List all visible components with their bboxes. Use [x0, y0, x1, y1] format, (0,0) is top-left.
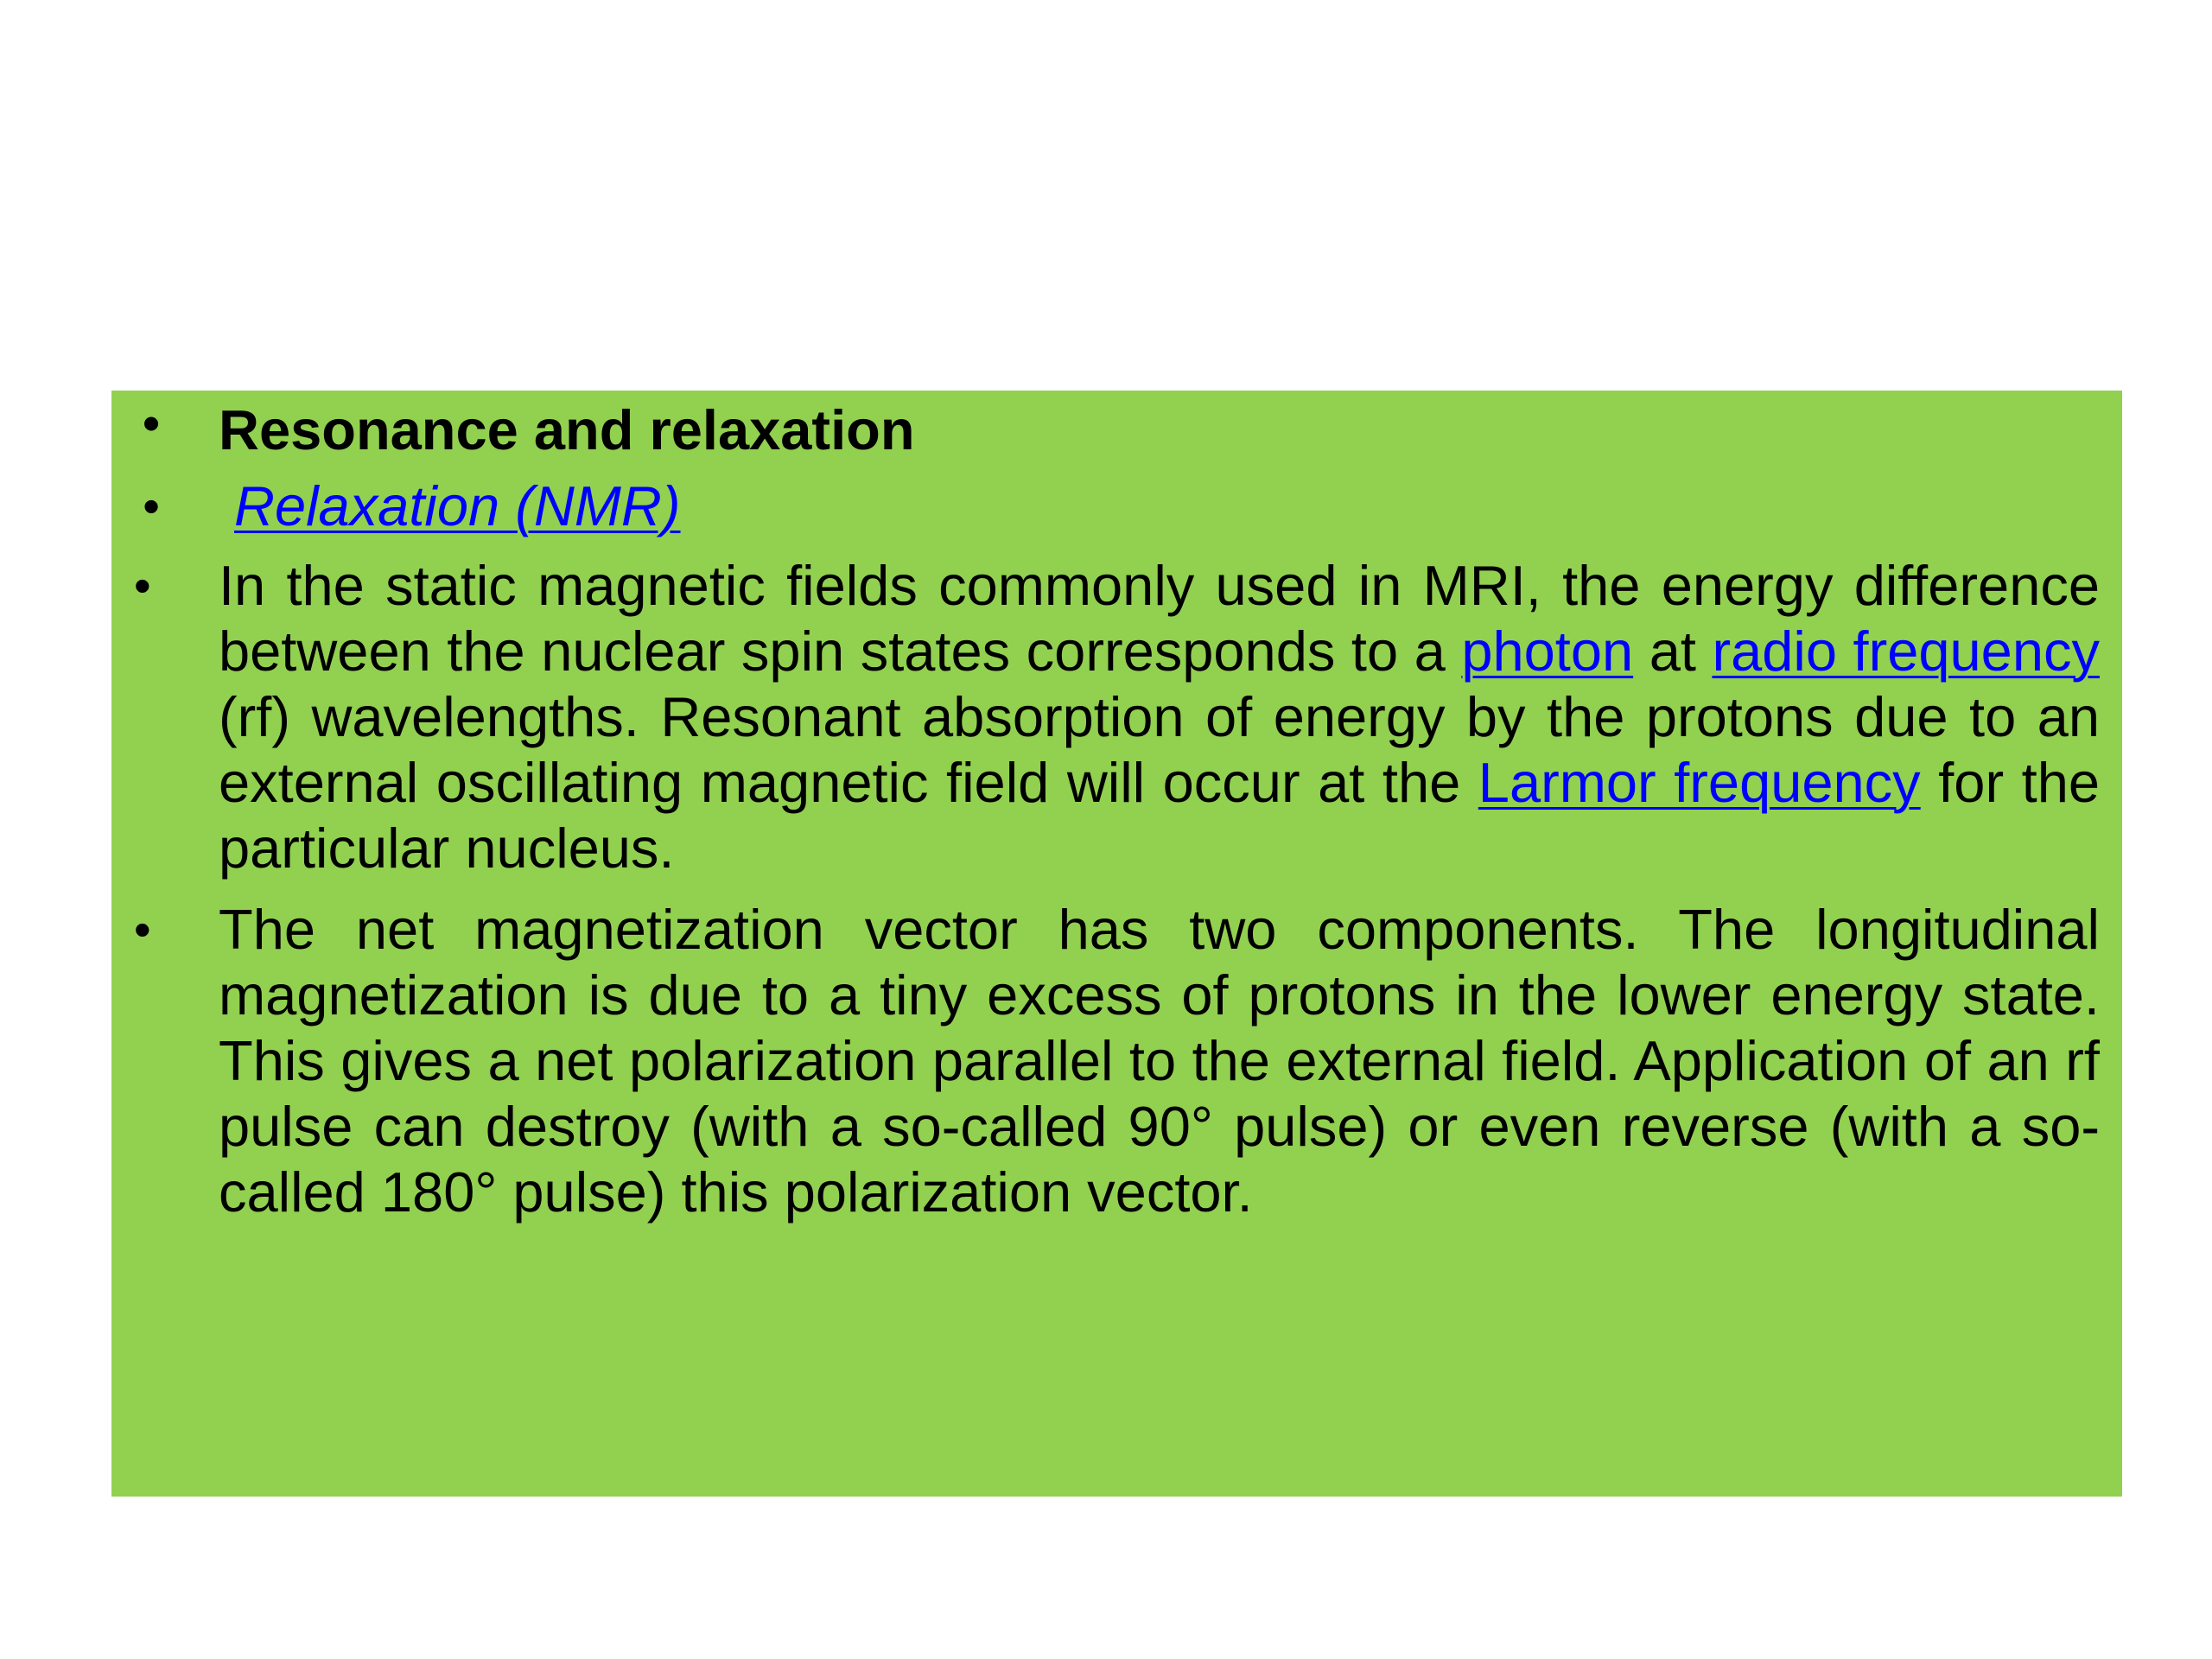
paragraph-text: (rf) wavelengths. Resonant absorption of energy by the protons due to an external oscillating magnetic field will occur at the [219, 685, 2100, 814]
bullet-item-resonance-paragraph [111, 553, 2122, 881]
photon-link[interactable]: photon [1461, 620, 1634, 683]
radio-frequency-link[interactable]: radio frequency [1712, 620, 2100, 683]
bullet-item-relaxation [111, 474, 2122, 546]
paragraph-text: for the particular nucleus. [219, 751, 2100, 880]
bullet-item-magnetization-paragraph [111, 897, 2122, 1225]
content-box [111, 391, 2122, 1497]
bullet-item-heading [111, 391, 2122, 465]
bullet-icon: • [143, 396, 160, 450]
bullet-icon: • [143, 479, 160, 533]
section-heading: Resonance and relaxation [219, 398, 915, 461]
bullet-list [111, 391, 2122, 1225]
paragraph-text: In the static magnetic fields commonly used in MRI, the energy difference between the nuclear spin states corresponds to a [219, 554, 2100, 683]
bullet-icon: • [134, 558, 151, 613]
larmor-frequency-link[interactable]: Larmor frequency [1478, 751, 1921, 814]
bullet-icon: • [134, 902, 151, 957]
paragraph-text: The net magnetization vector has two components. The longitudinal magnetization is due to a tiny excess of protons in the lower energy state. This gives a net polarization parallel to the external field. Application of an rf pulse can destroy (with a so-called 90° pulse) or even reverse (with a so-called 180° pulse) this polarization vector. [219, 898, 2100, 1224]
paragraph-text: at [1633, 620, 1713, 683]
relaxation-nmr-link[interactable]: Relaxation (NMR) [234, 474, 681, 537]
